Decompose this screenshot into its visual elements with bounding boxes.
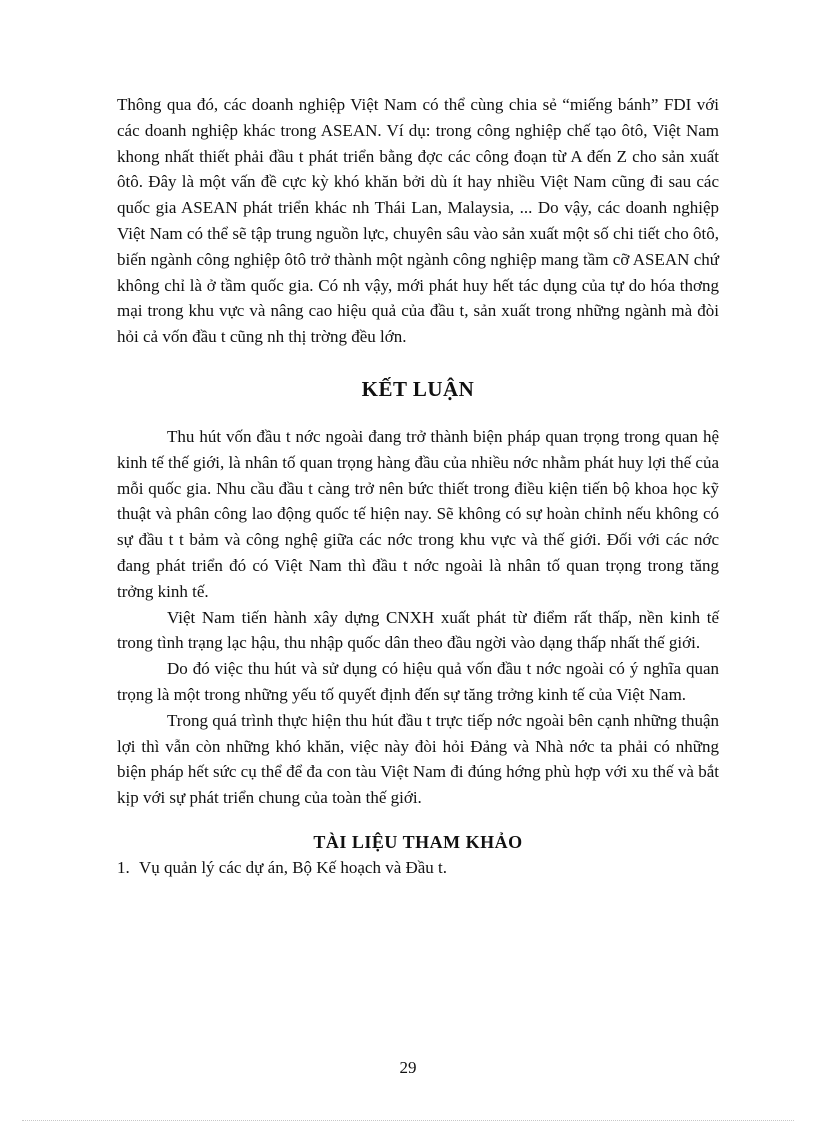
conclusion-paragraph-4: Trong quá trình thực hiện thu hút đầu t trực tiếp nớc ngoài bên cạnh những thuận lợi thì vẫn còn những khó khăn, việc này đòi hỏi Đảng và Nhà nớc ta phải có những biện pháp hết sức cụ thể để đa con tàu Việt Nam đi đúng hớng phù hợp với xu thế và bắt kịp với sự phát triển chung của toàn thế giới. [117, 710, 719, 808]
reference-number: 1. [117, 857, 130, 877]
conclusion-paragraph-3: Do đó việc thu hút và sử dụng có hiệu quả vốn đầu t nớc ngoài có ý nghĩa quan trọng là một trong những yếu tố quyết định đến sự tăng trởng kinh tế của Việt Nam. [117, 659, 719, 704]
reference-item [117, 855, 719, 880]
intro-paragraph: Thông qua đó, các doanh nghiệp Việt Nam có thể cùng chia sẻ “miếng bánh” FDI với các doanh nghiệp khác trong ASEAN. Ví dụ: trong công nghiệp chế tạo ôtô, Việt Nam khong nhất thiết phải đầu t phát triển bằng đợc các công đoạn từ A đến Z cho sản xuất ôtô. Đây là một vấn đề cực kỳ khó khăn bởi dù ít hay nhiều Việt Nam cũng đi sau các quốc gia ASEAN phát triển khác nh Thái Lan, Malaysia, ... Do vậy, các doanh nghiệp Việt Nam có thể sẽ tập trung nguồn lực, chuyên sâu vào sản xuất một số chi tiết cho ôtô, biến ngành công nghiệp ôtô trở thành một ngành công nghiệp mang tầm cỡ ASEAN chứ không chỉ là ở tầm quốc gia. Có nh vậy, mới phát huy hết tác dụng của tự do hóa thơng mại trong khu vực và nâng cao hiệu quả của đầu t, sản xuất trong những ngành mà đòi hỏi cả vốn đầu t cũng nh thị trờng đều lớn. [117, 95, 719, 347]
references-heading: TÀI LIỆU THAM KHẢO [313, 831, 523, 852]
reference-text: Vụ quản lý các dự án, Bộ Kế hoạch và Đầu t. [139, 857, 448, 877]
page-number: 29 [399, 1058, 417, 1077]
page-bottom-divider [22, 1120, 794, 1121]
conclusion-heading: KẾT LUẬN [361, 376, 475, 401]
conclusion-paragraph-1: Thu hút vốn đầu t nớc ngoài đang trở thành biện pháp quan trọng trong quan hệ kinh tế thế giới, là nhân tố quan trọng hàng đầu của nhiều nớc nhằm phát huy lợi thế của mỗi quốc gia. Nhu cầu đầu t càng trở nên bức thiết trong điều kiện tiến bộ khoa học kỹ thuật và phân công lao động quốc tế hiện nay. Sẽ không có sự hoàn chỉnh nếu không có sự đầu t t bảm và công nghệ giữa các nớc trong khu vực và thế giới. Đối với các nớc đang phát triển đó có Việt Nam thì đầu t nớc ngoài là nhân tố quan trọng trong tăng trởng kinh tế. [117, 426, 719, 601]
reference-list [117, 855, 719, 880]
page-content [117, 92, 719, 880]
conclusion-paragraph-2: Việt Nam tiến hành xây dựng CNXH xuất phát từ điểm rất thấp, nền kinh tế trong tình trạng lạc hậu, thu nhập quốc dân theo đầu ngời vào dạng thấp nhất thế giới. [117, 607, 719, 653]
